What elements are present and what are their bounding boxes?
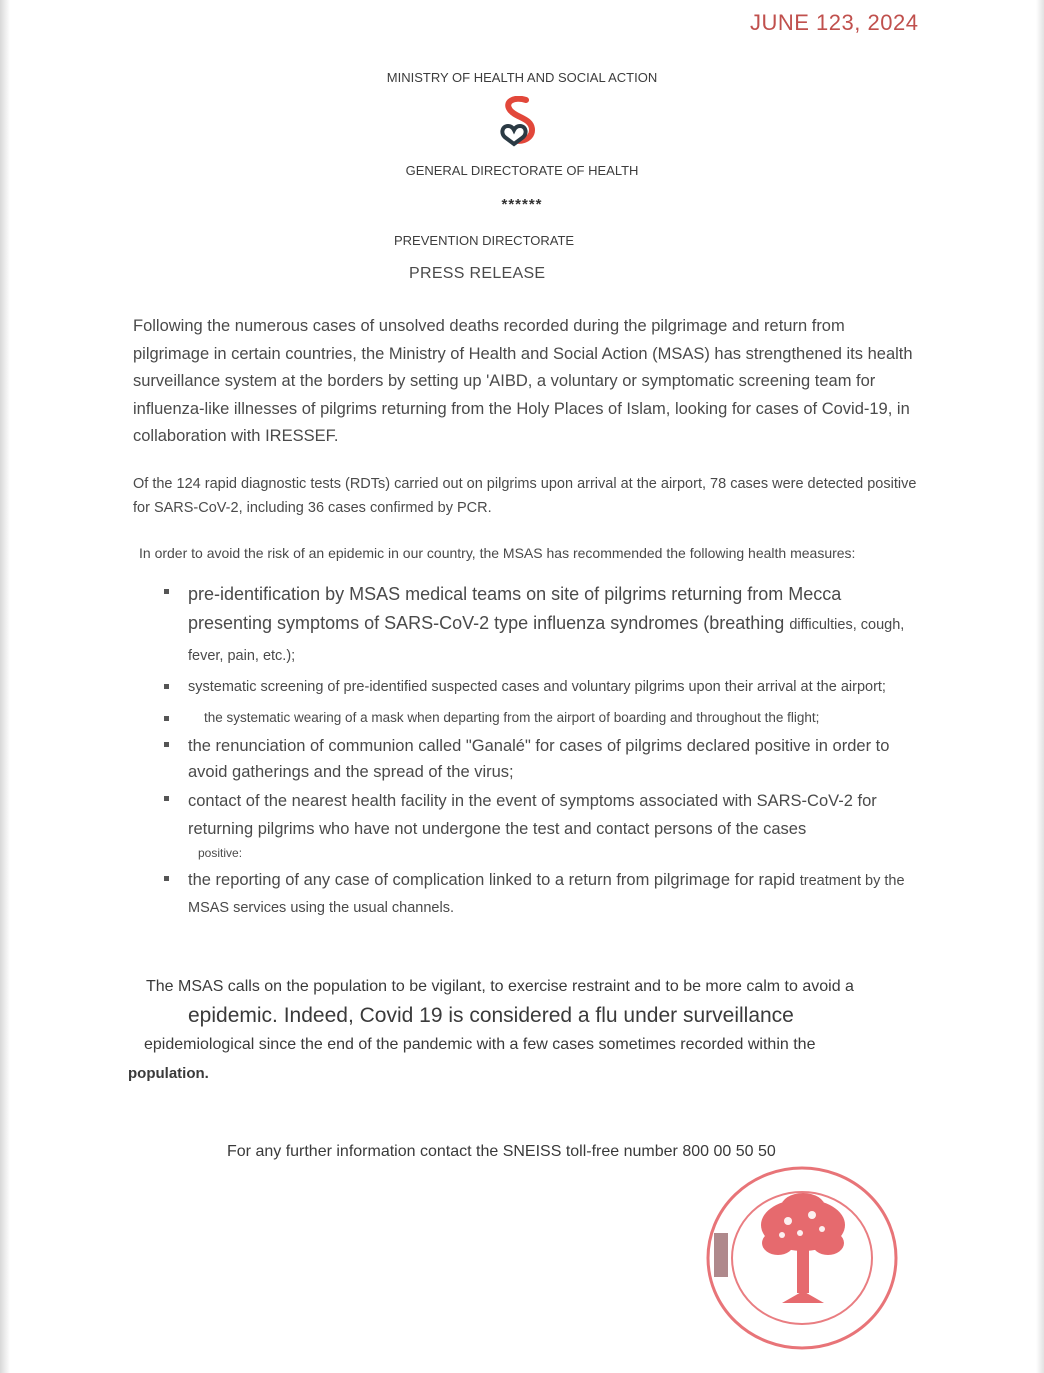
list-item (160, 580, 920, 671)
bullet-icon (164, 589, 169, 594)
ministry-name: MINISTRY OF HEALTH AND SOCIAL ACTION (386, 70, 658, 85)
prevention-directorate: PREVENTION DIRECTORATE (394, 233, 575, 248)
contact-info: For any further information contact the SNEISS toll-free number 800 00 50 50 (227, 1143, 776, 1160)
list-item (160, 787, 920, 863)
release-date: JUNE 123, 2024 (750, 10, 919, 35)
list-item (160, 675, 920, 699)
document-title: PRESS RELEASE (409, 265, 546, 282)
closing-line: epidemic. Indeed, Covid 19 is considered a flu under surveillance (188, 1004, 794, 1027)
measure-text-tail: difficulties, cough, fever, pain, etc.); (188, 617, 905, 664)
bullet-icon (164, 796, 169, 801)
measure-text-tail: positive: (198, 846, 243, 860)
closing-line: population. (128, 1065, 209, 1082)
general-directorate: GENERAL DIRECTORATE OF HEALTH (405, 163, 639, 178)
bullet-icon (164, 876, 169, 881)
ministry-logo-icon (496, 96, 542, 148)
bullet-icon (164, 742, 169, 747)
measure-text: the reporting of any case of complication linked to a return from pilgrimage for rapid (188, 871, 796, 889)
measure-text: contact of the nearest health facility in the event of symptoms associated with SARS-CoV-2 for returning pilgrims who have not undergone the test and contact persons of the cases (188, 792, 877, 838)
measures-list (160, 580, 920, 921)
list-item (160, 733, 920, 785)
separator: ****** (501, 196, 543, 213)
closing-line: epidemiological since the end of the pandemic with a few cases sometimes recorded within the (144, 1036, 816, 1053)
measure-text: pre-identification by MSAS medical teams on site of pilgrims returning from Mecca presenting symptoms of SARS-CoV-2 type influenza syndromes (breathing (188, 584, 842, 633)
closing-paragraph (128, 972, 918, 1088)
list-item (160, 867, 920, 921)
measure-text: the systematic wearing of a mask when departing from the airport of boarding and throughout the flight; (204, 710, 820, 725)
list-item (160, 707, 920, 729)
measure-text: systematic screening of pre-identified suspected cases and voluntary pilgrims upon their arrival at the airport; (188, 679, 886, 695)
bullet-icon (164, 716, 169, 721)
intro-paragraph: Following the numerous cases of unsolved deaths recorded during the pilgrimage and return from pilgrimage in certain countries, the Ministry of Health and Social Action (MSAS) has strengthened its health surveillance system at the borders by setting up 'AIBD, a voluntary or symptomatic screening team for influenza-like illnesses of pilgrims returning from the Holy Places of Islam, looking for cases of Covid-19, in collaboration with IRESSEF. (133, 317, 913, 445)
measure-text: the renunciation of communion called "Ganalé" for cases of pilgrims declared positive in order to avoid gatherings and the spread of the virus; (188, 737, 890, 781)
test-results-paragraph: Of the 124 rapid diagnostic tests (RDTs) carried out on pilgrims upon arrival at the airport, 78 cases were detected positive for SARS-CoV-2, including 36 cases confirmed by PCR. (133, 476, 917, 516)
closing-line: The MSAS calls on the population to be vigilant, to exercise restraint and to be more calm to avoid a (146, 978, 854, 995)
measures-intro: In order to avoid the risk of an epidemic in our country, the MSAS has recommended the following health measures: (139, 545, 856, 561)
official-seal-icon (704, 1163, 900, 1353)
bullet-icon (164, 684, 169, 689)
measure-text-tail: treatment by the MSAS services using the usual channels. (188, 873, 905, 916)
